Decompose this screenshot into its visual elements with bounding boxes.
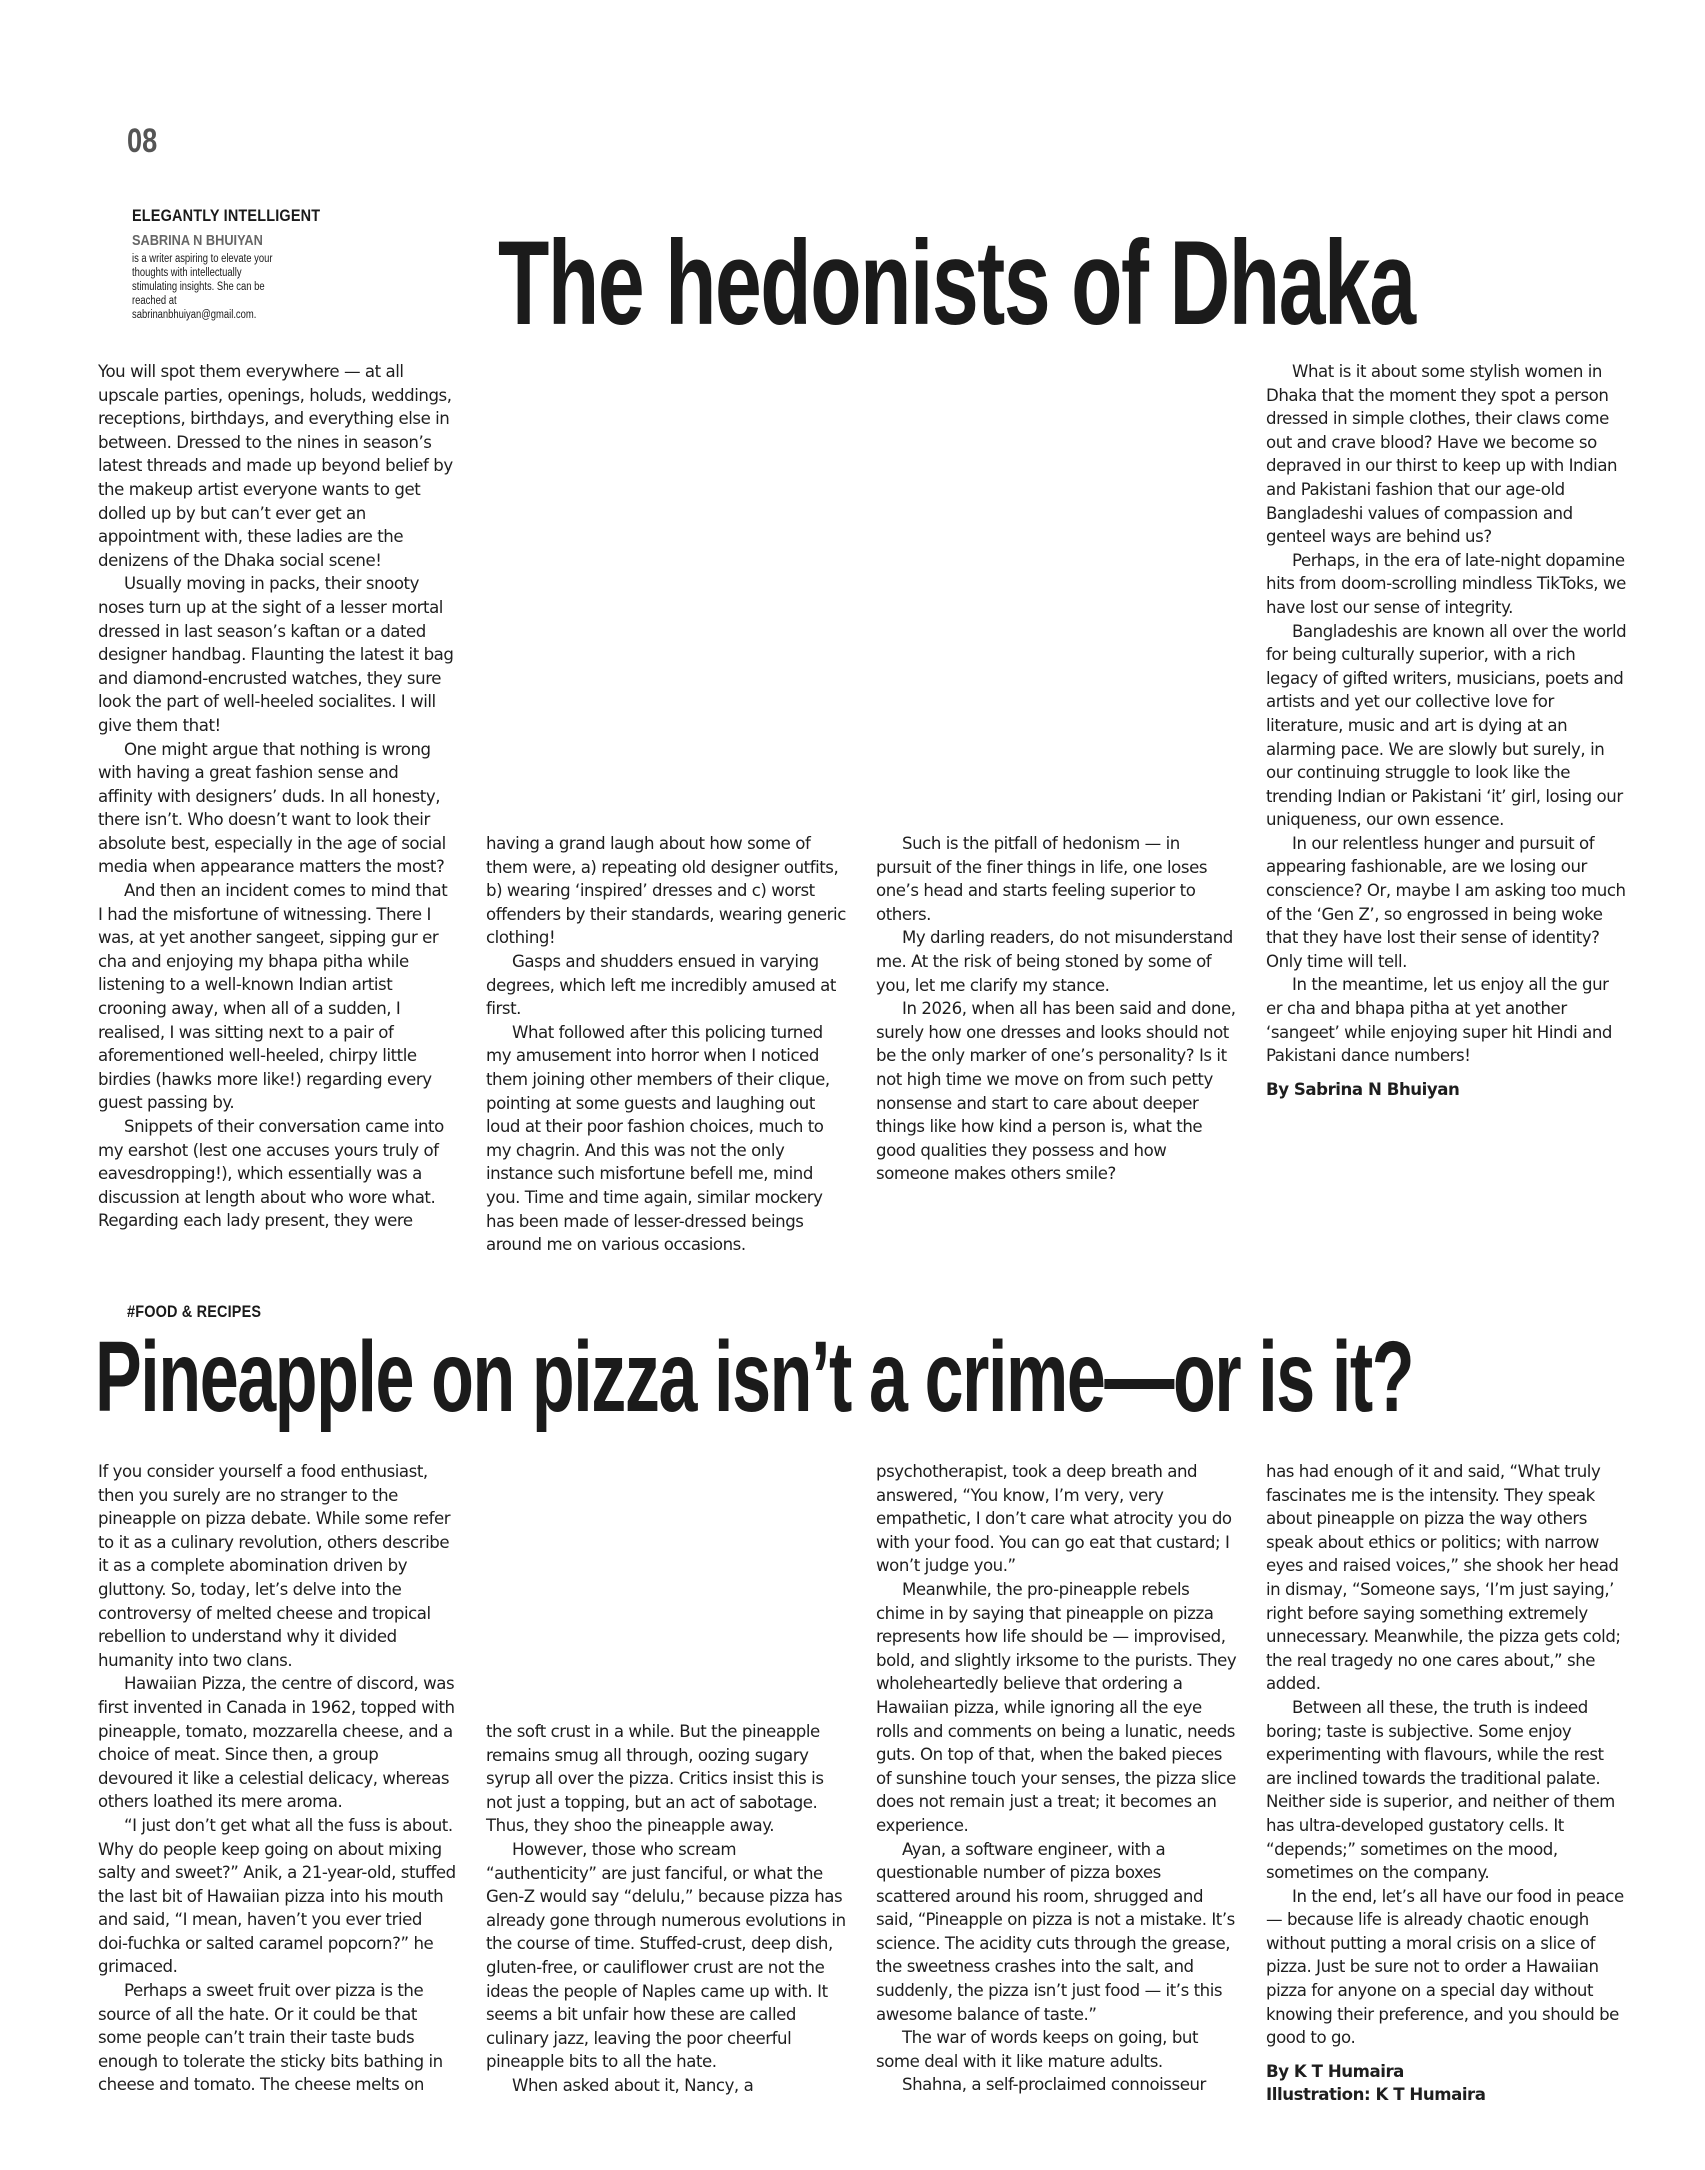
paragraph: What is it about some stylish women in Dhaka that the moment they spot a person dressed in simple clothes, their claws come out and crave blood? Have we become so depraved in our thirst to keep up with Indian and Pakistani fashion that our age-old Bangladeshi values of compassion and genteel ways are behind us?: [1266, 362, 1618, 547]
paragraph: Gasps and shudders ensued in varying degrees, which left me incredibly amused at first.: [486, 951, 836, 1019]
paragraph: In our relentless hunger and pursuit of appearing fashionable, are we losing our conscience? Or, maybe I am asking too much of the ‘Gen Z’, so engrossed in being woke that they have lost their sense of identity? Only time will tell.: [1266, 833, 1626, 971]
column-label: ELEGANTLY INTELLIGENT: [132, 206, 321, 225]
paragraph: When asked about it, Nancy, a: [512, 2075, 754, 2095]
paragraph: psychotherapist, took a deep breath and answered, “You know, I’m very, very empathetic, I don’t care what atrocity you do with your food. You can go eat that custard; I won’t judge you.”: [876, 1462, 1232, 1576]
illustration-credit: Illustration: K T Humaira: [1266, 2085, 1486, 2105]
section-tag: #FOOD & RECIPES: [127, 1302, 262, 1321]
article2-column-2: [486, 1720, 848, 2098]
paragraph: the soft crust in a while. But the pineapple remains smug all through, oozing sugary syrup all over the pizza. Critics insist this is not just a topping, but an act of sabotage. Thus, they shoo the pineapple away.: [486, 1722, 824, 1836]
paragraph: What followed after this policing turned my amusement into horror when I noticed them joining other members of their clique, pointing at some guests and laughing out loud at their poor fashion choices, much to my chagrin. And this was not the only instance such misfortune befell me, mind you. Time and time again, similar mockery has been made of lesser-dressed beings around me on various occasions.: [486, 1022, 830, 1255]
paragraph: Snippets of their conversation came into my earshot (lest one accuses yours truly of eavesdropping!), which essentially was a discussion at length about who wore what. Regarding each lady present, they were: [98, 1117, 444, 1231]
author-name: SABRINA N BHUIYAN: [132, 232, 263, 249]
paragraph: The war of words keeps on going, but some deal with it like mature adults.: [876, 2028, 1199, 2071]
paragraph: having a grand laugh about how some of them were, a) repeating old designer outfits, b) wearing ‘inspired’ dresses and c) worst offenders by their standards, wearing generic clothing!: [486, 834, 846, 948]
article-title: Pineapple on pizza isn’t a crime—or is it?: [95, 1321, 1414, 1433]
paragraph: However, those who scream “authenticity” are just fanciful, or what the Gen-Z would say “delulu,” because pizza has already gone through numerous evolutions in the course of time. Stuffed-crust, deep dish, gluten-free, or cauliflower crust are not the ideas the people of Naples came up with. It seems a bit unfair how these are called culinary jazz, leaving the poor cheerful pineapple bits to all the hate.: [486, 1839, 846, 2072]
paragraph: In 2026, when all has been said and done, surely how one dresses and looks should not be the only marker of one’s personality? Is it not high time we move on from such petty nonsense and start to care about deeper things like how kind a person is, what the good qualities they possess and how someone makes others smile?: [876, 999, 1236, 1184]
paragraph: Meanwhile, the pro-pineapple rebels chime in by saying that pineapple on pizza represents how life should be — improvised, bold, and slightly irksome to the purists. They wholeheartedly believe that ordering a Hawaiian pizza, while ignoring all the eye rolls and comments on being a lunatic, needs guts. On top of that, when the baked pieces of sunshine touch your senses, the pizza slice does not remain just a treat; it becomes an experience.: [876, 1579, 1237, 1835]
page-number: 08: [127, 122, 158, 160]
paragraph: Shahna, a self-proclaimed connoisseur: [902, 2075, 1206, 2095]
paragraph: Between all these, the truth is indeed boring; taste is subjective. Some enjoy experimenting with flavours, while the rest are inclined towards the traditional palate. Neither side is superior, and neither of them has ultra-developed gustatory cells. It “depends;” sometimes on the mood, sometimes on the company.: [1266, 1697, 1615, 1883]
paragraph: Such is the pitfall of hedonism — in pursuit of the finer things in life, one loses one’s head and starts feeling superior to others.: [876, 834, 1208, 924]
paragraph: Bangladeshis are known all over the world for being culturally superior, with a rich legacy of gifted writers, musicians, poets and artists and yet our collective love for literature, music and art is dying at an alarming pace. We are slowly but surely, in our continuing struggle to look like the trending Indian or Pakistani ‘it’ girl, losing our uniqueness, our own essence.: [1266, 621, 1627, 830]
author-bio: is a writer aspiring to elevate your thoughts with intellectually stimulating insights. She can be reached at sabrinanbhuiyan@gmail.com.: [132, 253, 273, 321]
paragraph: My darling readers, do not misunderstand me. At the risk of being stoned by some of you, let me clarify my stance.: [876, 928, 1233, 995]
paragraph: has had enough of it and said, “What truly fascinates me is the intensity. They speak about pineapple on pizza the way others speak about ethics or politics; with narrow eyes and raised voices,” she shook her head in dismay, “Someone says, ‘I’m just saying,’ right before saying something extremely unnecessary. Meanwhile, the pizza gets cold; the real tragedy no one cares about,” she added.: [1266, 1462, 1621, 1694]
paragraph: If you consider yourself a food enthusiast, then you surely are no stranger to the pineapple on pizza debate. While some refer to it as a culinary revolution, others describe it as a complete abomination driven by gluttony. So, today, let’s delve into the controversy of melted cheese and tropical rebellion to understand why it divided humanity into two clans.: [98, 1462, 451, 1670]
author-signature: By Sabrina N Bhuiyan: [1266, 1079, 1460, 1099]
article1-column-2: [486, 832, 848, 1257]
paragraph: In the end, let’s all have our food in peace — because life is already chaotic enough without putting a moral crisis on a slice of pizza. Just be sure not to order a Hawaiian pizza for anyone on a special day without knowing their preference, and you should be good to go.: [1266, 1886, 1624, 2048]
paragraph: Ayan, a software engineer, with a questionable number of pizza boxes scattered around his room, shrugged and said, “Pineapple on pizza is not a mistake. It’s science. The acidity cuts through the grease, the sweetness crashes into the salt, and suddenly, the pizza isn’t just food — it’s this awesome balance of taste.”: [876, 1839, 1235, 2024]
article2-column-4: [1266, 1460, 1628, 2107]
paragraph: And then an incident comes to mind that I had the misfortune of witnessing. There I was, at yet another sangeet, sipping gur er cha and enjoying my bhapa pitha while listening to a well-known Indian artist crooning away, when all of a sudden, I realised, I was sitting next to a pair of aforementioned well-heeled, chirpy little birdies (hawks more like!) regarding every guest passing by.: [98, 881, 448, 1113]
article2-column-1: [98, 1460, 456, 2097]
paragraph: “I just don’t get what all the fuss is about. Why do people keep going on about mixing salty and sweet?” Anik, a 21-year-old, stuffed the last bit of Hawaiian pizza into his mouth and said, “I mean, haven’t you ever tried doi-fuchka or salted caramel popcorn?” he grimaced.: [98, 1815, 456, 1977]
paragraph: In the meantime, let us enjoy all the gur er cha and bhapa pitha at yet another ‘sangeet’ while enjoying super hit Hindi and Pakistani dance numbers!: [1266, 975, 1612, 1066]
paragraph: You will spot them everywhere — at all upscale parties, openings, holuds, weddings, receptions, birthdays, and everything else in between. Dressed to the nines in season’s latest threads and made up beyond belief by the makeup artist everyone wants to get dolled up by but can’t ever get an appointment with, these ladies are the denizens of the Dhaka social scene!: [98, 362, 453, 570]
paragraph: Perhaps a sweet fruit over pizza is the source of all the hate. Or it could be that some people can’t train their taste buds enough to tolerate the sticky bits bathing in cheese and tomato. The cheese melts on: [98, 1981, 443, 2095]
paragraph: One might argue that nothing is wrong with having a great fashion sense and affinity with designers’ duds. In all honesty, there isn’t. Who doesn’t want to look their absolute best, especially in the age of social media when appearance matters the most?: [98, 739, 446, 877]
paragraph: Usually moving in packs, their snooty noses turn up at the sight of a lesser mortal dressed in last season’s kaftan or a dated designer handbag. Flaunting the latest it bag and diamond-encrusted watches, they sure look the part of well-heeled socialites. I will give them that!: [98, 574, 454, 735]
author-signature: By K T Humaira: [1266, 2061, 1404, 2081]
article1-column-4: [1266, 360, 1628, 1101]
paragraph: Hawaiian Pizza, the centre of discord, was first invented in Canada in 1962, topped with pineapple, tomato, mozzarella cheese, and a choice of meat. Since then, a group devoured it like a celestial delicacy, whereas others loathed its mere aroma.: [98, 1674, 455, 1812]
article-title: The hedonists of Dhaka: [498, 216, 1415, 350]
article2-column-3: [876, 1460, 1238, 2097]
article1-column-3: [876, 832, 1238, 1186]
paragraph: Perhaps, in the era of late-night dopamine hits from doom-scrolling mindless TikToks, we have lost our sense of integrity.: [1266, 550, 1626, 617]
article1-column-1: [98, 360, 456, 1233]
